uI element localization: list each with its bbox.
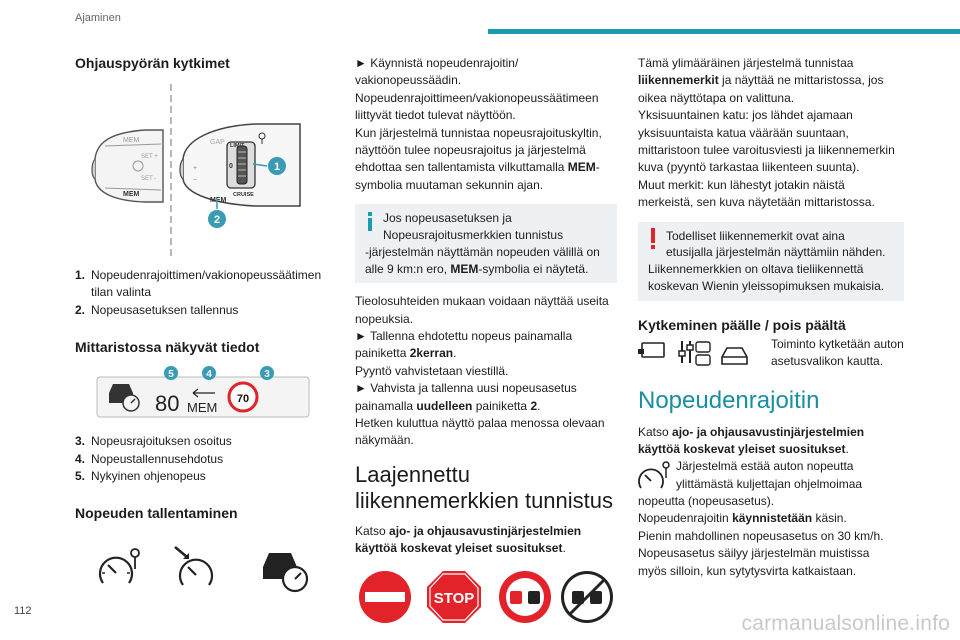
svg-text:+: +	[193, 165, 198, 172]
info-note-box: Jos nopeusasetuksen ja Nopeusrajoitusmerkkien tunnistus -järjestelmän näyttämän nopeuden välillä on alle 9 km:n ero, MEM-symbolia ei näytetä.	[355, 204, 617, 283]
speedometer-pin-icon	[638, 460, 672, 492]
sign-recognition-paragraph: Tämä ylimääräinen järjestelmä tunnistaa liikennemerkit ja näyttää ne mittaristossa, jos oikea näyttötapa on valittuna. Yksisuuntainen katu: jos lähdet ajamaan yksisuuntaista katua väärään suuntaan, mittaristoon tulee varoitusviesti ja liikennemerkin kuva (pyyntö tarkastaa liikenteen suunta). Muut merkit: kun lähestyt jotakin näistä merkeistä, sen kuva näytetään mittaristossa.	[638, 56, 895, 210]
no-entry-sign-icon	[359, 571, 411, 623]
list-item-number: 2.	[75, 302, 86, 317]
callout-badge-3: 3	[264, 369, 270, 381]
lever-label-set-minus: SET -	[141, 176, 157, 182]
settings-icon	[679, 341, 710, 365]
lever-label-limit: LIMIT	[230, 143, 245, 149]
info-icon	[365, 212, 375, 232]
speed-limiter-paragraph: Järjestelmä estää auton nopeutta ylittämästä kuljettajan ohjelmoimaa nopeutta (nopeusasetus). Nopeudenrajoitin käynnistetään käsin. Pienin mahdollinen nopeusasetus on 30 km/h. Nopeusasetus säilyy järjestelmän muistissa myös silloin, kun sytytysvirta katkaistaan.	[638, 459, 884, 578]
list-item-number: 4.	[75, 451, 86, 466]
callout-badge-2-label: 2	[213, 214, 221, 226]
callout-badge-5: 5	[168, 369, 174, 381]
stop-sign-icon	[427, 571, 481, 623]
stop-sign-text: STOP	[433, 590, 475, 608]
list-item-text: Nopeustallennusehdotus	[91, 451, 224, 466]
list-item	[75, 433, 325, 450]
lever-legend-list	[75, 267, 325, 319]
lever-label-zero: 0	[229, 163, 233, 170]
speed-limiter-reference: Katso ajo- ja ohjausavustinjärjestelmien käyttöä koskevat yleiset suositukset.	[638, 424, 865, 456]
list-item	[75, 302, 325, 319]
list-item	[75, 267, 325, 302]
lever-label-set-plus: SET +	[141, 154, 158, 160]
touchscreen-icon	[638, 343, 664, 357]
callout-badge-1-label: 1	[273, 161, 281, 173]
lever-label-mem-bottom: MEM	[123, 191, 140, 198]
display-legend-list	[75, 433, 325, 485]
display-limit-value: 70	[236, 393, 250, 406]
column-right	[638, 55, 904, 580]
warning-icon	[648, 228, 658, 250]
lever-label-mem-right: MEM	[210, 197, 227, 204]
list-item-number: 1.	[75, 268, 86, 282]
section-title-steering-controls: Ohjauspyörän kytkimet	[75, 55, 230, 71]
display-speed-value: 80	[155, 391, 180, 417]
speed-storing-icons	[75, 541, 325, 597]
traffic-signs-row	[355, 567, 617, 627]
list-item-text: Nopeusasetuksen tallennus	[91, 302, 239, 317]
reference-paragraph: Katso ajo- ja ohjausavustinjärjestelmien käyttöä koskevat yleiset suositukset.	[355, 523, 582, 555]
storing-paragraph: Tieolosuhteiden mukaan voidaan näyttää useita nopeuksia. ► Tallenna ehdotettu nopeus painamalla painiketta 2kerran. Pyyntö vahvistetaan viestillä. ► Vahvista ja tallenna uusi nopeusasetus painamalla uudelleen painiketta 2. Hetken kuluttua näyttö palaa menossa olevaan näkymään.	[355, 294, 609, 448]
callout-badge-4: 4	[206, 369, 212, 381]
svg-text:−: −	[193, 177, 198, 184]
watermark: carmanualsonline.info	[741, 612, 950, 635]
warning-note-box: Todelliset liikennemerkit ovat aina etusijalla järjestelmän näyttämiin nähden. Liikennemerkkien on oltava tieliikennettä koskevan Wienin yleissopimuksen mukaisia.	[638, 222, 904, 301]
car-icon	[722, 348, 747, 364]
header-accent-bar	[488, 29, 960, 34]
car-speedometer-icon	[263, 553, 307, 591]
lever-label-cruise: CRUISE	[233, 192, 254, 198]
display-drawing	[75, 365, 325, 425]
section-heading-speed-limiter: Nopeudenrajoitin	[638, 386, 820, 414]
activation-paragraph: ► Käynnistä nopeudenrajoitin/ vakionopeussäädin. Nopeudenrajoittimeen/vakionopeussäätimeen liittyvät tiedot tulevat näyttöön. Kun järjestelmä tunnistaa nopeusrajoituskyltin, näyttöön tulee nopeusrajoitus ja järjestelmä ehdottaa sen tallentamista vilkuttamalla MEM- symbolia muutaman sekunnin ajan.	[355, 56, 602, 192]
lever-label-gap: GAP	[210, 139, 225, 146]
column-left	[75, 55, 325, 597]
lever-label-mem-top: MEM	[123, 137, 140, 144]
end-no-overtaking-sign-icon	[561, 571, 613, 623]
column-middle	[355, 55, 617, 627]
list-item-text: Nopeusrajoituksen osoitus	[91, 434, 232, 449]
list-item-number: 5.	[75, 468, 86, 483]
section-title-speed-storing: Nopeuden tallentaminen	[75, 505, 238, 522]
on-off-row	[638, 336, 904, 379]
on-off-text: Toiminto kytketään auton asetusvalikon kautta.	[771, 336, 904, 369]
running-header: Ajaminen	[75, 12, 121, 24]
list-item-number: 3.	[75, 434, 86, 449]
list-item	[75, 468, 325, 485]
lever-drawing	[75, 84, 325, 259]
speedometer-arrow-icon	[175, 547, 212, 585]
instrument-display-illustration	[75, 365, 325, 425]
list-item	[75, 451, 325, 468]
section-title-instrument-info: Mittaristossa näkyvät tiedot	[75, 339, 260, 356]
speedometer-pin-icon	[100, 549, 139, 583]
steering-lever-illustration	[75, 84, 325, 259]
section-title-on-off: Kytkeminen päälle / pois päältä	[638, 316, 846, 333]
display-mem-label: MEM	[187, 400, 218, 416]
list-item-text: Nopeudenrajoittimen/vakionopeussäätimen tilan valinta	[91, 268, 322, 300]
list-item-text: Nykyinen ohjenopeus	[91, 468, 206, 483]
section-heading-extended-sign-recognition: Laajennettu liikennemerkkien tunnistus	[355, 461, 614, 514]
page-number: 112	[14, 605, 32, 617]
no-overtaking-sign-icon	[499, 571, 551, 623]
